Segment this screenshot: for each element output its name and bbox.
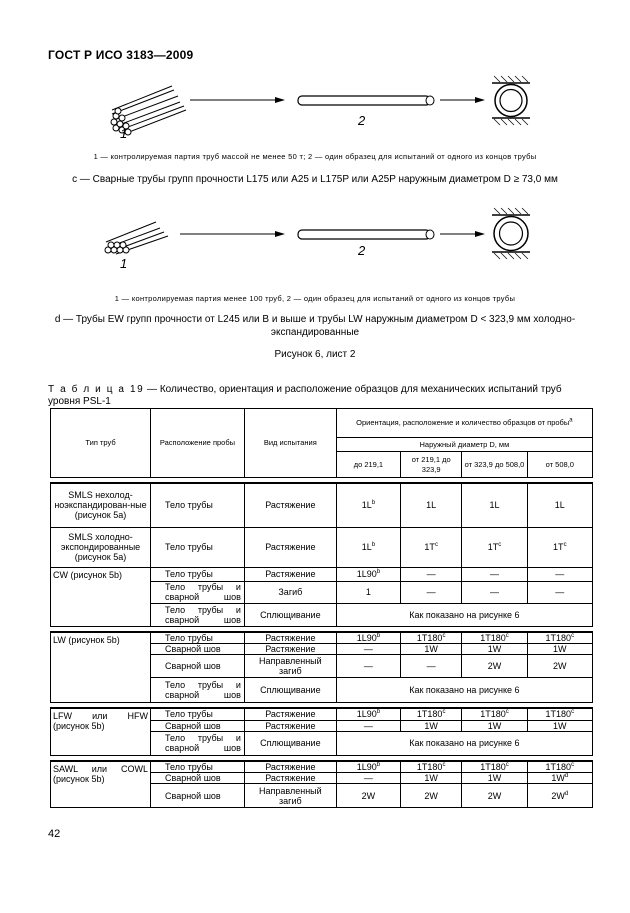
table-row: Тело трубы и сварной шов Загиб 1 — — —: [51, 581, 593, 603]
table-row: Сварной шов Растяжение — 1W 1W 1W: [51, 720, 593, 731]
figure-c-legend: 1 — контролируемая партия труб массой не менее 50 т; 2 — один образец для испытаний от одного из концов трубы: [93, 152, 537, 161]
table-row: Сварной шов Направленный загиб 2W 2W 2W $2W^d$: [51, 784, 593, 808]
figure-label-2: 2: [358, 243, 366, 258]
figure-title: Рисунок 6, лист 2: [274, 349, 356, 360]
table-row: SMLS нехолод-ноэкспандирован-ные (рисунок 5а) Тело трубы Растяжение $1L^b$ 1L 1L 1L: [51, 483, 593, 527]
figure-label-2: 2: [358, 113, 366, 128]
col-header-orientation: Ориентация, расположение и количество образцов от пробы$^a$: [336, 409, 592, 438]
table-row: Тело трубы и сварной шов Сплющивание Как показано на рисунке 6: [51, 731, 593, 755]
col-header-test: Вид испытания: [244, 409, 336, 478]
col-header-type: Тип труб: [51, 409, 151, 478]
table-row: Сварной шов Направленный загиб — — 2W 2W: [51, 655, 593, 678]
figure-d-caption-line1: d — Трубы EW групп прочности от L245 или B и выше и трубы LW наружным диаметром D < 323,9 мм холодно-: [54, 314, 576, 325]
figure-d-legend: 1 — контролируемая партия менее 100 труб, 2 — один образец для испытаний от одного из концов трубы: [114, 294, 516, 303]
col-header-d2: от 219,1 до 323,9: [401, 452, 462, 478]
col-header-d3: от 323,9 до 508,0: [462, 452, 527, 478]
table-row: LFW или HFW (рисунок 5b) Тело трубы Растяжение 1L90$^b$ 1T180$^c$ 1T180$^c$ 1T180$^c$: [51, 708, 593, 720]
figure-label-1: 1: [120, 256, 128, 271]
document-header: ГОСТ Р ИСО 3183—2009: [48, 48, 194, 62]
table-row: Сварной шов Растяжение — 1W 1W 1W: [51, 644, 593, 655]
flattening-test-icon: [492, 208, 530, 259]
figure-d-caption-line2: экспандированные: [270, 327, 360, 338]
figure-c-diagram: [100, 72, 540, 144]
table-19: [50, 408, 593, 808]
flattening-test-icon: [492, 76, 530, 125]
table-row: Тело трубы и сварной шов Сплющивание Как показано на рисунке 6: [51, 603, 593, 626]
table-row: Сварной шов Растяжение — 1W 1W $1W^d$: [51, 773, 593, 784]
table-row: LW (рисунок 5b) Тело трубы Растяжение 1L90$^b$ 1T180$^c$ 1T180$^c$ 1T180$^c$: [51, 632, 593, 644]
pipe-sample-icon: [298, 96, 434, 105]
col-header-position: Расположение пробы: [151, 409, 245, 478]
table-row: Тело трубы и сварной шов Сплющивание Как показано на рисунке 6: [51, 678, 593, 703]
table-row: SMLS холодно-экспондированные (рисунок 5а) Тело трубы Растяжение $1L^b$ $1T^c$ $1T^c$ $1T^c$: [51, 527, 593, 567]
table-row: SAWL или COWL (рисунок 5b) Тело трубы Растяжение 1L90$^b$ 1T180$^c$ 1T180$^c$ 1T180$^c$: [51, 761, 593, 773]
col-header-diameter: Наружный диаметр D, мм: [336, 438, 592, 452]
figure-label-1: 1: [120, 126, 128, 141]
pipe-bundle-small-icon: [105, 222, 168, 254]
table-title: Т а б л и ц а 19 — Количество, ориентация и расположение образцов для механических испытаний труб уровня PSL-1: [48, 384, 562, 407]
col-header-d1: до 219,1: [336, 452, 400, 478]
table-row: CW (рисунок 5b) Тело трубы Растяжение 1L90$^b$ — — —: [51, 567, 593, 581]
figure-c-caption: c — Сварные трубы групп прочности L175 или A25 и L175P или A25P наружным диаметром D ≥ 73,0 мм: [72, 174, 558, 185]
col-header-d4: от 508,0: [527, 452, 592, 478]
figure-d-diagram: [100, 206, 540, 278]
page-number: 42: [48, 828, 61, 840]
pipe-sample-icon: [298, 230, 434, 239]
